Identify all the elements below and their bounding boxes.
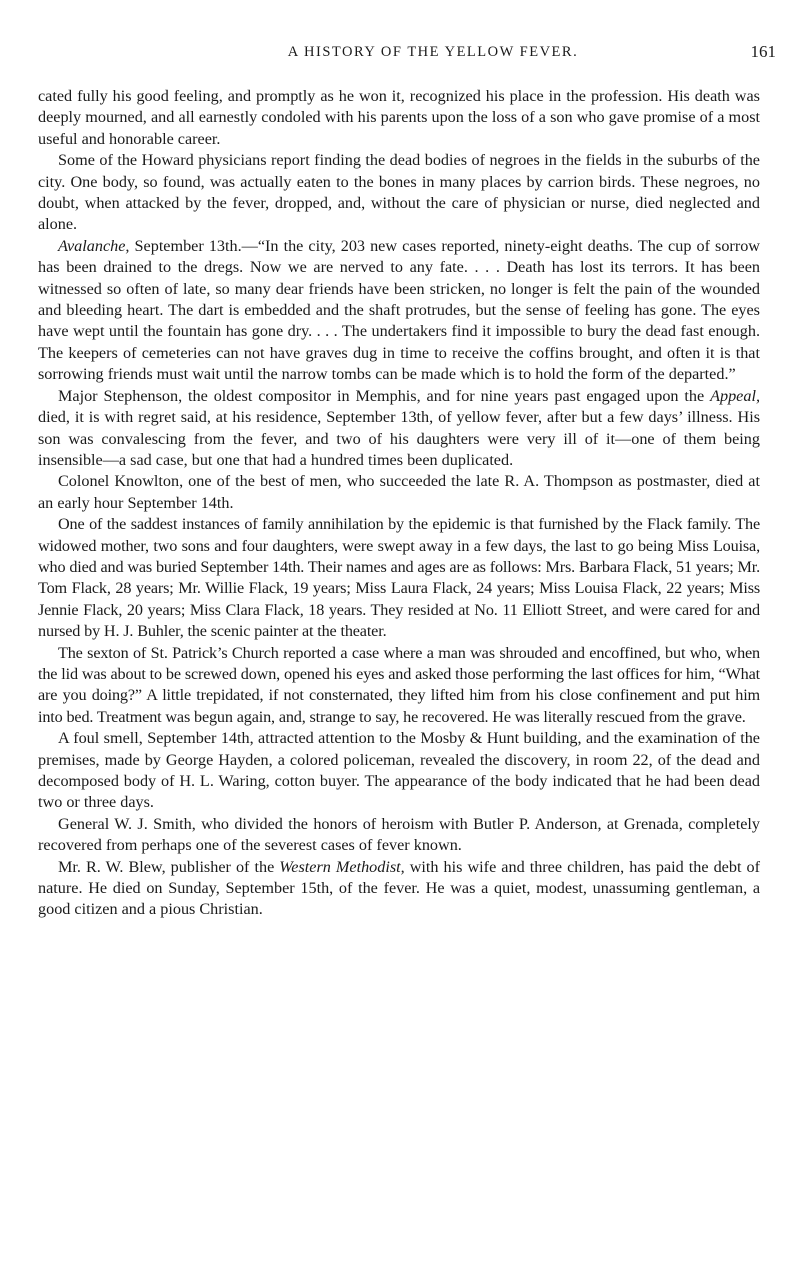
newspaper-title-western-methodist: Western Methodist,	[279, 857, 405, 876]
paragraph-major-stephenson: Major Stephenson, the oldest compositor in Memphis, and for nine years past engaged upon the Appeal, died, it is with regret said, at his residence, September 13th, of yellow fever, after but a few days’ illness. His son was convalescing from the fever, and two of his daughters were very ill of it—one of them being insensible—a sad case, but one that had a hundred times been duplicated.	[38, 386, 760, 469]
body-text	[38, 86, 760, 921]
paragraph-colonel-knowlton: Colonel Knowlton, one of the best of men, who succeeded the late R. A. Thompson as postmaster, died at an early hour September 14th.	[38, 472, 760, 512]
paragraph-flack-family: One of the saddest instances of family annihilation by the epidemic is that furnished by the Flack family. The widowed mother, two sons and four daughters, were swept away in a few days, the last to go being Miss Louisa, who died and was buried September 14th. Their names and ages are as follows: Mrs. Barbara Flack, 51 years; Mr. Tom Flack, 28 years; Mr. Willie Flack, 19 years; Miss Laura Flack, 24 years; Miss Louisa Flack, 22 years; Miss Jennie Flack, 20 years; Miss Clara Flack, 18 years. They resided at No. 11 Elliott Street, and were cared for and nursed by H. J. Buhler, the scenic painter at the theater.	[38, 515, 760, 641]
newspaper-title-avalanche: Avalanche,	[58, 236, 130, 255]
newspaper-title-appeal: Appeal,	[710, 386, 760, 405]
paragraph-general-smith: General W. J. Smith, who divided the honors of heroism with Butler P. Anderson, at Grenada, completely recovered from perhaps one of the severest cases of fever known.	[38, 814, 760, 855]
running-title: A HISTORY OF THE YELLOW FEVER.	[287, 44, 579, 60]
paragraph-mosby-hunt: A foul smell, September 14th, attracted attention to the Mosby & Hunt building, and the examination of the premises, made by George Hayden, a colored policeman, revealed the discovery, in room 22, of the dead and decomposed body of H. L. Waring, cotton buyer. The appearance of the body indicated that he had been dead two or three days.	[38, 729, 760, 812]
paragraph-r-w-blew: Mr. R. W. Blew, publisher of the Western Methodist, with his wife and three children, has paid the debt of nature. He died on Sunday, September 15th, of the fever. He was a quiet, modest, unassuming gentleman, a good citizen and a pious Christian.	[38, 857, 760, 919]
paragraph-avalanche-quote: Avalanche, September 13th.—“In the city, 203 new cases reported, ninety-eight deaths. The cup of sorrow has been drained to the dregs. Now we are nerved to any fate. . . . Death has lost its terrors. It has been witnessed so often of late, so many dear friends have been stricken, no longer is felt the pain of the wounded and bleeding heart. The dart is embedded and the shaft protrudes, but the sense of feeling has gone. The eyes have wept until the fountain has gone dry. . . . The undertakers find it impossible to bury the dead fast enough. The keepers of cemeteries can not have graves dug in time to receive the coffins brought, and often it is that sorrowing friends must wait until the narrow tombs can be made which is to hold the form of the departed.”	[38, 236, 760, 384]
paragraph-continued: cated fully his good feeling, and promptly as he won it, recognized his place in the profession. His death was deeply mourned, and all earnestly condoled with his parents upon the loss of a son who gave promise of a most useful and honorable career.	[38, 87, 760, 148]
paragraph-howard-physicians: Some of the Howard physicians report finding the dead bodies of negroes in the fields in the suburbs of the city. One body, so found, was actually eaten to the bones in many places by carrion birds. These negroes, no doubt, when attacked by the fever, dropped, and, without the care of physician or nurse, died neglected and alone.	[38, 151, 760, 234]
paragraph-st-patricks-sexton: The sexton of St. Patrick’s Church reported a case where a man was shrouded and encoffined, but who, when the lid was about to be screwed down, opened his eyes and asked those performing the last offices for him, “What are you doing?” A little trepidated, if not consternated, they lifted him from his close confinement and put him into bed. Treatment was begun again, and, strange to say, he recovered. He was literally rescued from the grave.	[38, 643, 760, 726]
page-header	[38, 44, 776, 68]
page-number: 161	[750, 42, 776, 61]
